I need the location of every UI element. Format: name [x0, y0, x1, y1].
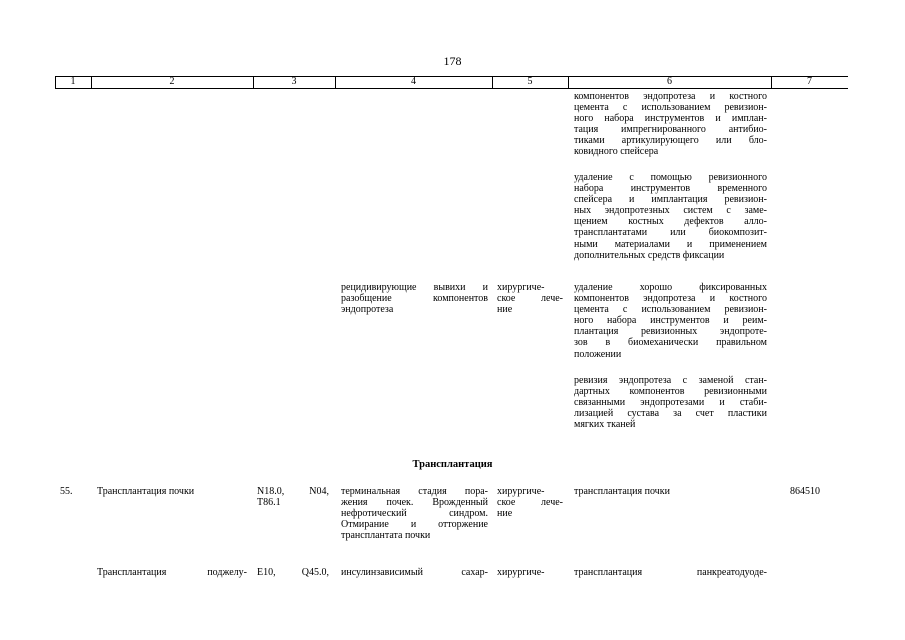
header-col-3: 3 — [291, 76, 297, 87]
icd-code-cell — [257, 486, 329, 508]
text-line: ковидного спейсера — [574, 146, 659, 158]
method-cell — [574, 172, 767, 261]
text-line: ние — [497, 508, 513, 520]
text-line: эндопротеза — [341, 304, 394, 316]
text-line: рецидивирующие вывихи и — [341, 282, 488, 293]
text-line: трансплантата почки — [341, 530, 431, 542]
text-line: разобщение компонентов — [341, 293, 488, 305]
header-col-6: 6 — [667, 76, 672, 87]
text-line: лизацией сустава за счет пластики — [574, 408, 767, 420]
text-line: ревизия эндопротеза с заменой стан- — [574, 375, 767, 386]
text-line: удаление с помощью ревизионного — [574, 172, 767, 183]
text-line: ного набора инструментов и имплан- — [574, 113, 767, 125]
text-line: спейсера и имплантация ревизион- — [574, 194, 767, 206]
section-title: Трансплантация — [412, 459, 493, 470]
text-line: Отмирание и отторжение — [341, 519, 488, 531]
text-line: ного набора инструментов и реим- — [574, 315, 767, 327]
text-line: терминальная стадия пора- — [341, 486, 488, 497]
text-line: цемента с использованием ревизион- — [574, 102, 767, 114]
condition-cell — [341, 486, 488, 541]
text-line: дартных компонентов ревизионными — [574, 386, 767, 398]
text-line: 55. — [60, 486, 73, 497]
text-line: Трансплантация почки — [97, 486, 195, 497]
text-line: трансплантация панкреатодуоде- — [574, 567, 767, 578]
text-line: тация импрегнированного антибио- — [574, 124, 767, 136]
text-line: хирургиче- — [497, 486, 545, 497]
text-line: инсулинзависимый сахар- — [341, 567, 488, 578]
text-line: зов в биомеханически правильном — [574, 337, 767, 349]
header-col-2: 2 — [169, 76, 175, 87]
text-line: компонентов эндопротеза и костного — [574, 293, 767, 305]
profile-cell — [97, 486, 247, 497]
text-line: мягких тканей — [574, 419, 636, 431]
text-line: хирургиче- — [497, 567, 545, 578]
treatment-type-cell — [497, 567, 563, 578]
text-line: связанными эндопротезами и стаби- — [574, 397, 767, 409]
text-line: удаление хорошо фиксированных — [574, 282, 767, 293]
condition-cell — [341, 567, 488, 578]
text-line: компонентов эндопротеза и костного — [574, 91, 767, 102]
table-header — [55, 76, 848, 88]
method-cell — [574, 486, 767, 497]
text-line: тиками артикулирующего или бло- — [574, 135, 767, 147]
text-line: ское лече- — [497, 497, 563, 509]
text-line: E10, Q45.0, — [257, 567, 329, 578]
page-number: 178 — [443, 54, 462, 68]
header-col-5: 5 — [527, 76, 533, 87]
text-line: хирургиче- — [497, 282, 545, 293]
text-line: ными материалами и применением — [574, 238, 767, 250]
treatment-type-cell — [497, 486, 563, 519]
text-line: положении — [574, 348, 622, 360]
profile-cell — [97, 567, 247, 578]
text-line: ных эндопротезных систем с заме- — [574, 205, 767, 217]
text-line: жения почек. Врожденный — [341, 497, 488, 509]
text-line: ние — [497, 304, 513, 316]
icd-code-cell — [257, 567, 329, 578]
header-bottom-rule — [55, 88, 848, 89]
text-line: цемента с использованием ревизион- — [574, 304, 767, 316]
cost-cell — [790, 486, 840, 497]
text-line: трансплантация почки — [574, 486, 670, 497]
text-line: T86.1 — [257, 497, 281, 509]
condition-cell — [341, 282, 488, 315]
text-line: дополнительных средств фиксации — [574, 249, 725, 261]
method-cell — [574, 567, 767, 578]
treatment-type-cell — [497, 282, 563, 315]
text-line: щением костных дефектов алло- — [574, 216, 767, 228]
row-number — [60, 486, 88, 497]
text-line: N18.0, N04, — [257, 486, 329, 497]
text-line: трансплантатами или биокомпозит- — [574, 227, 767, 239]
text-line: ское лече- — [497, 293, 563, 305]
header-col-1: 1 — [70, 76, 76, 87]
method-cell — [574, 282, 767, 360]
text-line: набора инструментов временного — [574, 183, 767, 195]
text-line: нефротический синдром. — [341, 508, 488, 520]
method-cell — [574, 91, 767, 158]
method-cell — [574, 375, 767, 430]
header-col-7: 7 — [807, 76, 812, 87]
header-col-4: 4 — [411, 76, 416, 87]
text-line: 864510 — [790, 486, 820, 497]
text-line: плантация ревизионных эндопроте- — [574, 326, 767, 338]
text-line: Трансплантация поджелу- — [97, 567, 247, 578]
